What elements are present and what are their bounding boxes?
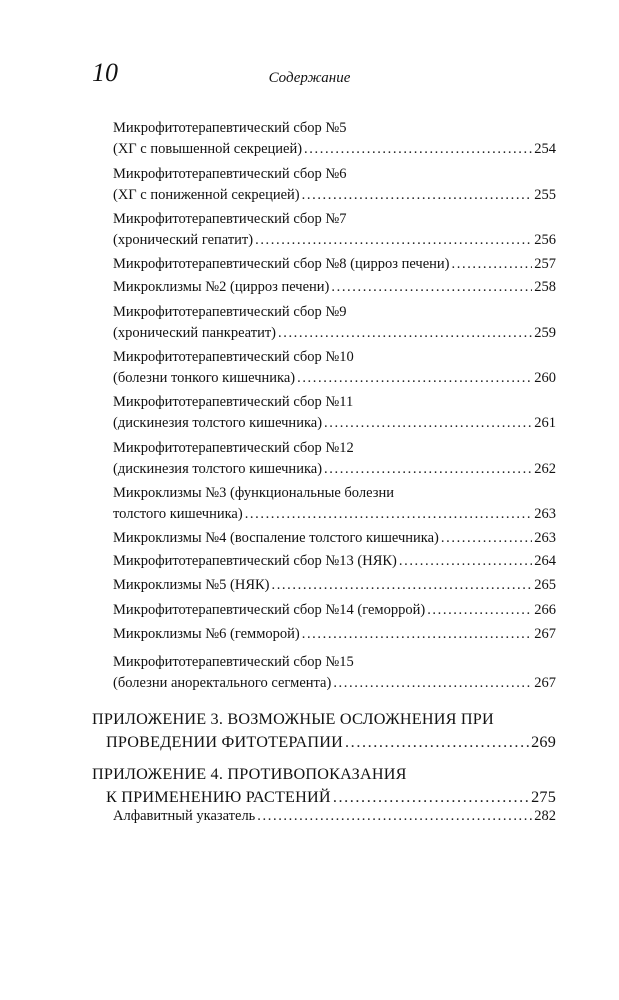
toc-entry-last-line [113, 600, 556, 621]
toc-page-number: 265 [534, 577, 556, 593]
toc-entry-last-line [113, 575, 556, 596]
dot-leader [304, 139, 532, 160]
toc-page-number: 258 [534, 279, 556, 295]
toc-entry-last-line [113, 185, 556, 206]
dot-leader [331, 277, 532, 298]
toc-entry-title-line: Микроклизмы №3 (функциональные болезни [113, 485, 394, 501]
toc-entry [113, 551, 556, 572]
toc-page-number: 263 [534, 530, 556, 546]
toc-page-number: 275 [531, 788, 556, 806]
toc-entry-last-line [113, 551, 556, 572]
toc-entry-title-line: Микрофитотерапевтический сбор №13 (НЯК) [113, 553, 397, 569]
toc-entry [113, 438, 556, 480]
toc-entry-title-line: Микрофитотерапевтический сбор №7 [113, 211, 347, 227]
toc-page-number: 267 [534, 675, 556, 691]
toc-entry [113, 483, 556, 525]
toc-entry-title-line: Микроклизмы №2 (цирроз печени) [113, 279, 330, 295]
dot-leader [345, 731, 529, 754]
toc-entry [92, 708, 556, 754]
toc-entry [113, 347, 556, 389]
toc-entry-last-line [113, 230, 556, 251]
toc-entry [113, 806, 556, 827]
dot-leader [324, 413, 532, 434]
toc-entry-title-line: Микроклизмы №5 (НЯК) [113, 577, 270, 593]
toc-entry-last-line [113, 323, 556, 344]
dot-leader [297, 368, 532, 389]
toc-entry-last-line [113, 624, 556, 645]
toc-entry-last-line [113, 806, 556, 827]
toc-entry-title-line: Микрофитотерапевтический сбор №15 [113, 654, 354, 670]
dot-leader [441, 528, 532, 549]
toc-page-number: 269 [531, 733, 556, 751]
toc-entry-last-line [113, 139, 556, 160]
toc-entry [113, 528, 556, 549]
toc-page-number: 254 [534, 141, 556, 157]
toc-page-number: 264 [534, 553, 556, 569]
dot-leader [278, 323, 532, 344]
toc-entry-title-line: Микрофитотерапевтический сбор №14 (геморрой) [113, 602, 426, 618]
toc-page-number: 256 [534, 232, 556, 248]
toc-entry-last-line [113, 254, 556, 275]
toc-entry-title-line: ПРОВЕДЕНИИ ФИТОТЕРАПИИ [106, 733, 344, 751]
toc-entry-last-line [113, 413, 556, 434]
toc-page-number: 260 [534, 370, 556, 386]
toc-entry-title-line: К ПРИМЕНЕНИЮ РАСТЕНИЙ [106, 788, 331, 806]
toc-entry-title-line: (ХГ с повышенной секрецией) [113, 141, 303, 157]
toc-entry-last-line [113, 277, 556, 298]
toc-entry-title-line: (хронический гепатит) [113, 232, 254, 248]
toc-entry-last-line [113, 459, 556, 480]
toc-page-number: 282 [534, 808, 556, 824]
toc-entry-last-line [113, 368, 556, 389]
toc-page-number: 261 [534, 415, 556, 431]
dot-leader [399, 551, 532, 572]
toc-entry-title-line: (дискинезия толстого кишечника) [113, 415, 323, 431]
dot-leader [245, 504, 533, 525]
toc-entry-title-line: Микроклизмы №4 (воспаление толстого кишечника) [113, 530, 439, 546]
dot-leader [257, 806, 532, 827]
page-number: 10 [92, 58, 118, 87]
toc-entry-title-line: (болезни аноректального сегмента) [113, 675, 332, 691]
toc-entry-title-line: Микрофитотерапевтический сбор №5 [113, 120, 347, 136]
toc-entry-last-line [92, 731, 556, 754]
toc-entry-last-line [113, 504, 556, 525]
toc-entry-title-line: Микрофитотерапевтический сбор №10 [113, 349, 354, 365]
toc-entry-title-line: (болезни тонкого кишечника) [113, 370, 296, 386]
dot-leader [427, 600, 532, 621]
toc-entry [113, 164, 556, 206]
toc-entry-title-line: (хронический панкреатит) [113, 325, 276, 341]
toc-entry [113, 652, 556, 694]
dot-leader [324, 459, 532, 480]
toc-entry [113, 624, 556, 645]
toc-entry [113, 277, 556, 298]
running-head: Содержание [268, 70, 351, 86]
toc-page-number: 263 [534, 506, 556, 522]
toc-entry-title-line: Микрофитотерапевтический сбор №9 [113, 304, 347, 320]
toc-entry [113, 392, 556, 434]
toc-entry [113, 118, 556, 160]
toc-entry-title-line: толстого кишечника) [113, 506, 243, 522]
toc-page-number: 259 [534, 325, 556, 341]
toc-entry [113, 302, 556, 344]
dot-leader [302, 185, 533, 206]
dot-leader [452, 254, 533, 275]
toc-entry [113, 209, 556, 251]
toc-page-number: 255 [534, 187, 556, 203]
toc-entry-title-line: Микрофитотерапевтический сбор №6 [113, 166, 347, 182]
toc-entry-title-line: ПРИЛОЖЕНИЕ 4. ПРОТИВОПОКАЗАНИЯ [92, 765, 407, 783]
toc-entry [113, 600, 556, 621]
toc-entry-title-line: Микроклизмы №6 (гемморой) [113, 626, 300, 642]
dot-leader [333, 673, 532, 694]
toc-entry-title-line: Алфавитный указатель [113, 808, 256, 824]
toc-entry [92, 763, 556, 809]
toc-page-number: 257 [534, 256, 556, 272]
dot-leader [255, 230, 532, 251]
toc-entry-last-line [113, 528, 556, 549]
toc-entry-title-line: Микрофитотерапевтический сбор №12 [113, 440, 354, 456]
toc-entry-title-line: (ХГ с пониженной секрецией) [113, 187, 300, 203]
dot-leader [302, 624, 533, 645]
toc-page-number: 262 [534, 461, 556, 477]
toc-entry-title-line: Микрофитотерапевтический сбор №8 (цирроз печени) [113, 256, 450, 272]
toc-entry [113, 575, 556, 596]
toc-entry-title-line: ПРИЛОЖЕНИЕ 3. ВОЗМОЖНЫЕ ОСЛОЖНЕНИЯ ПРИ [92, 710, 494, 728]
toc-entry-title-line: (дискинезия толстого кишечника) [113, 461, 323, 477]
toc-entry [113, 254, 556, 275]
toc-entry-title-line: Микрофитотерапевтический сбор №11 [113, 394, 354, 410]
toc-page-number: 266 [534, 602, 556, 618]
dot-leader [271, 575, 532, 596]
toc-entry-last-line [113, 673, 556, 694]
toc-page-number: 267 [534, 626, 556, 642]
